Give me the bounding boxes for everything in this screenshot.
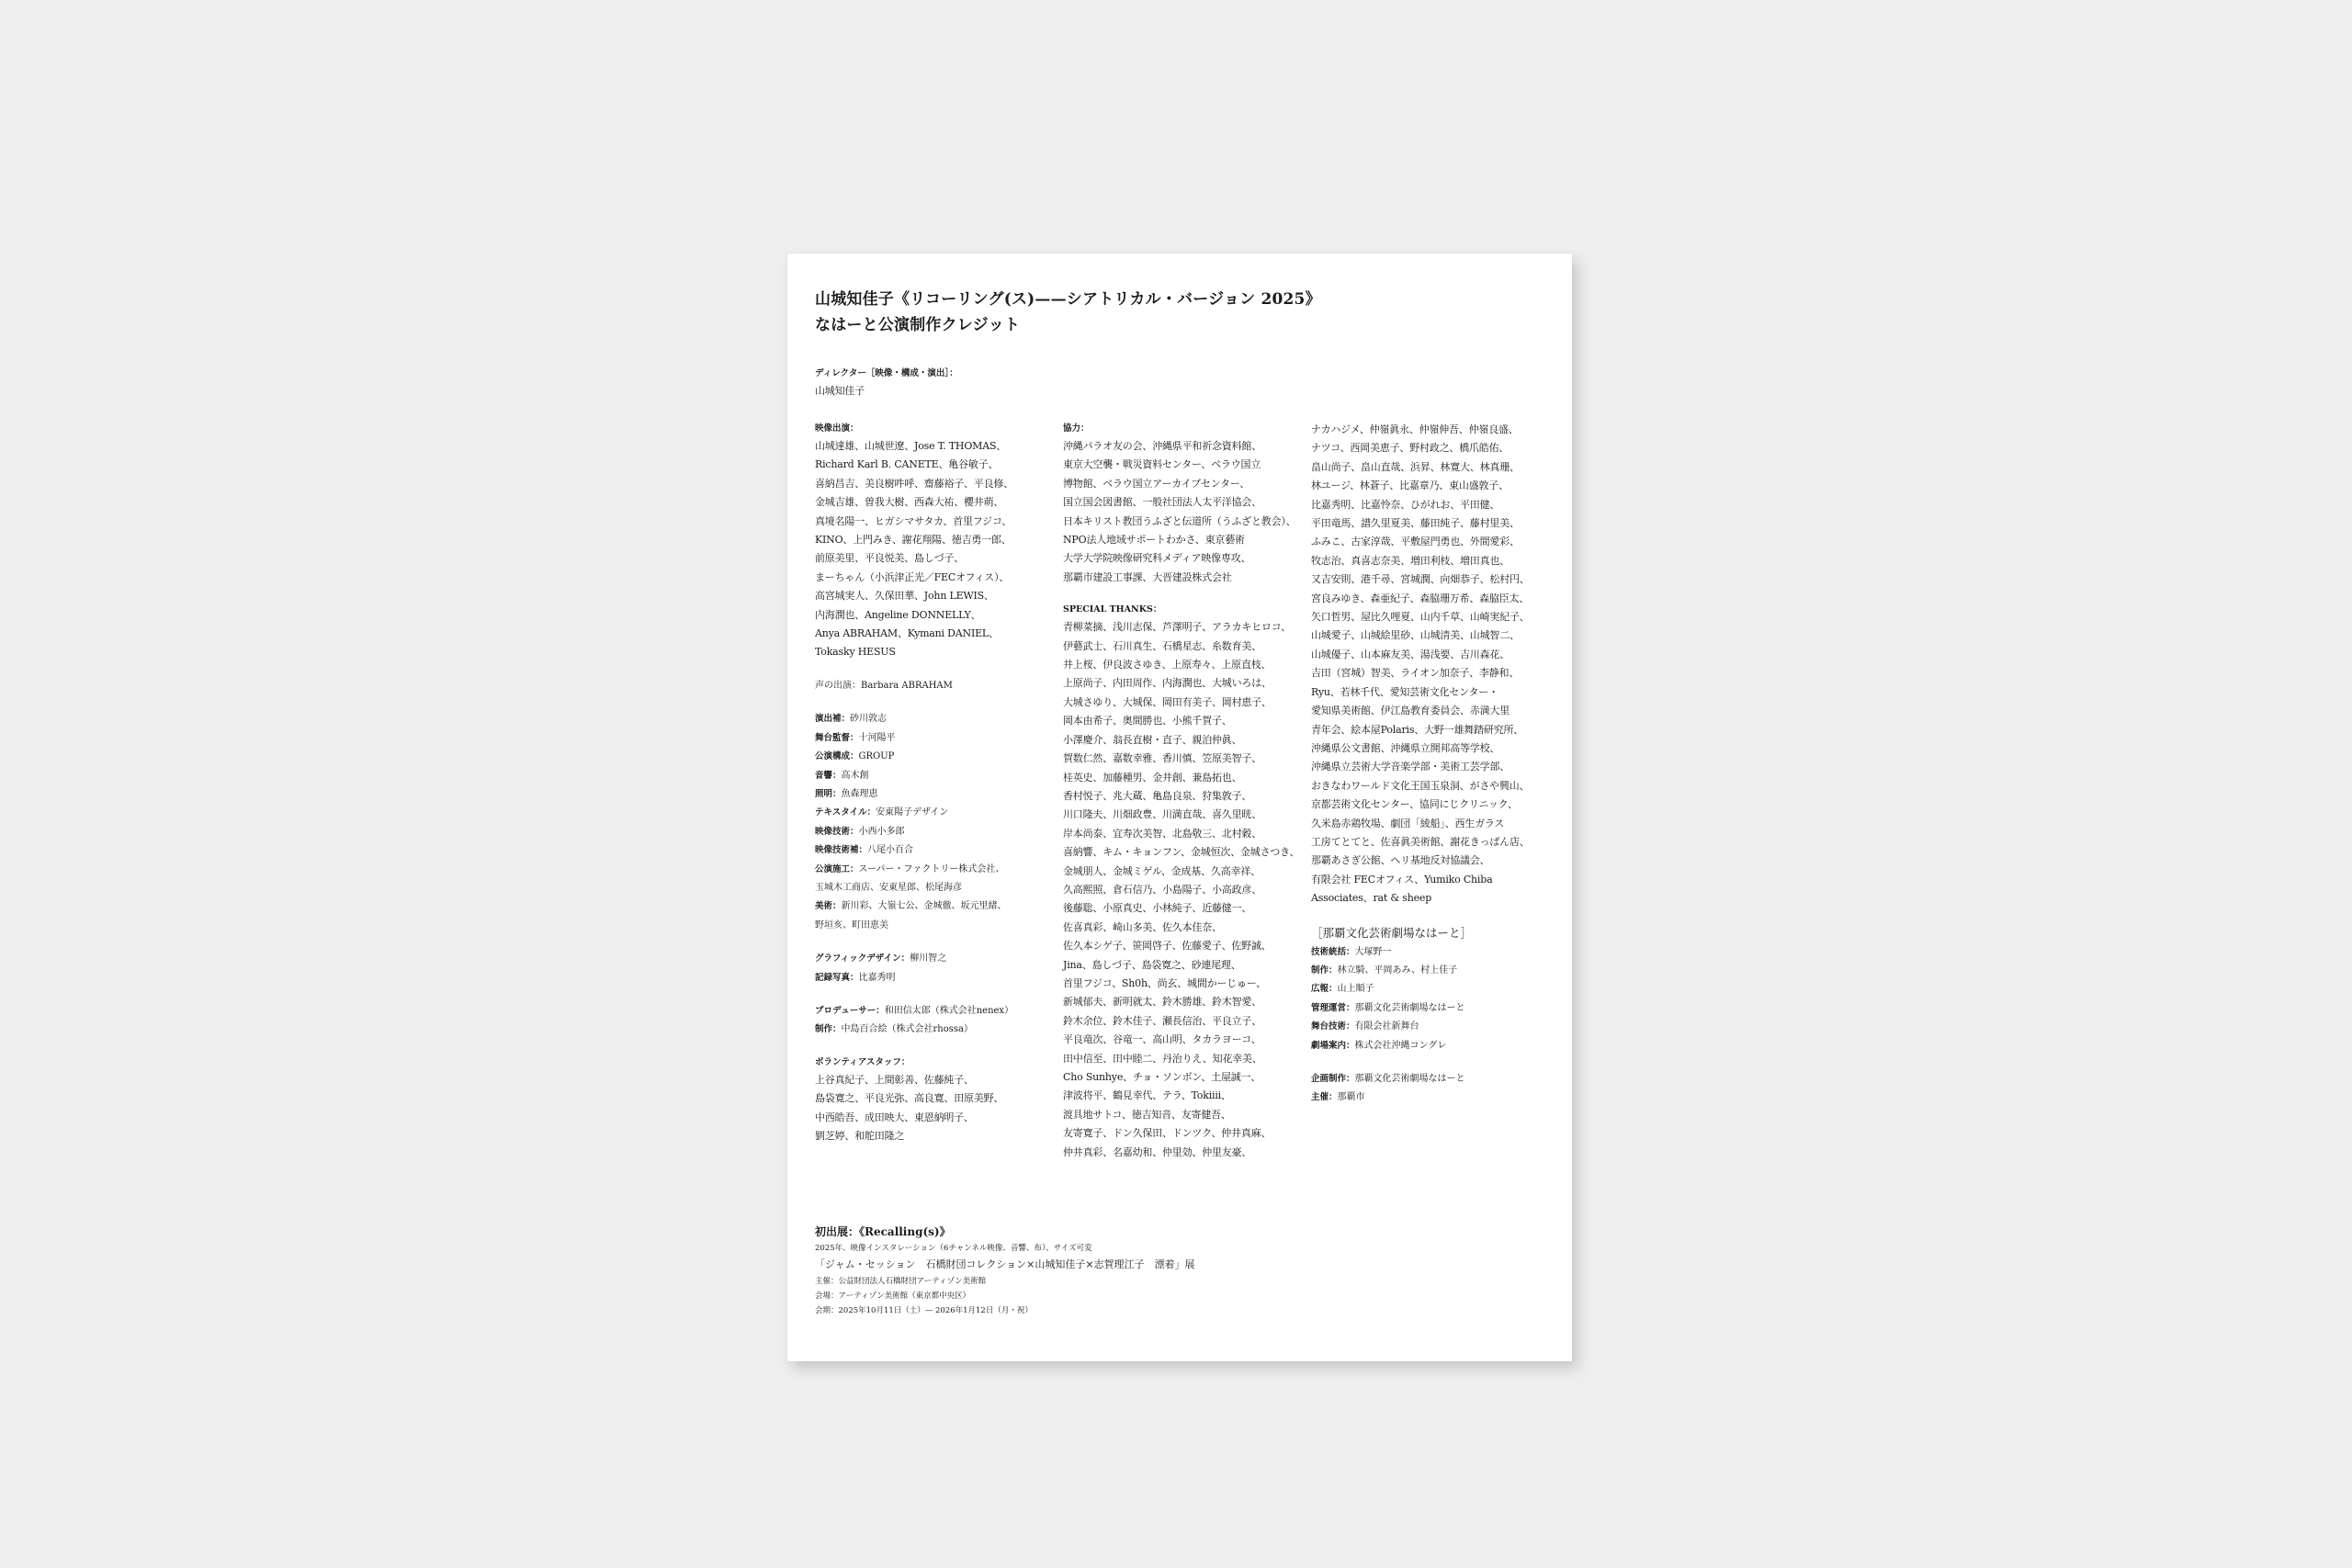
- special-thanks-line: 吉田（宮城）智美、ライオン加奈子、李静和、: [1311, 667, 1520, 680]
- special-thanks-line: 有限会社 FECオフィス、Yumiko Chiba: [1311, 873, 1493, 886]
- staff-line: 玉城木工商店、安東星郎、松尾海彦: [815, 882, 962, 893]
- performers-line: Tokasky HESUS: [815, 646, 896, 659]
- special-thanks-line: 田中信至、田中睦二、丹治りえ、知花幸美、: [1063, 1052, 1262, 1065]
- special-thanks-line: 工房てとてと、佐喜眞美術館、謝花きっぱん店、: [1311, 835, 1530, 848]
- theater-label: ［那覇文化芸術劇場なはーと］: [1311, 925, 1473, 940]
- special-thanks-line: 香村悦子、兆大蔵、亀島良泉、狩集敦子、: [1063, 789, 1252, 802]
- cooperation-line: 那覇市建設工事課、大晋建設株式会社: [1063, 570, 1232, 583]
- performers-line: 前原美里、平良悦美、島しづ子、: [815, 552, 964, 565]
- special-thanks-line: 佐喜真彩、崎山多美、佐久本佳奈、: [1063, 920, 1222, 933]
- performers-line: 金城吉雄、曽我大樹、西森大祐、櫻井萌、: [815, 496, 1004, 509]
- special-thanks-line: 山城愛子、山城絵里砂、山城清美、山城智二、: [1311, 629, 1520, 642]
- special-thanks-line: 小澤慶介、翁長直樹・直子、親泊仲眞、: [1063, 733, 1242, 746]
- exhibition-organizer: 主催：公益財団法人石橋財団アーティゾン美術館: [815, 1277, 987, 1286]
- cooperation-line: 国立国会図書館、一般社団法人太平洋協会、: [1063, 496, 1261, 509]
- special-thanks-line: 林ユージ、林蒼子、比嘉章乃、東山盛敦子、: [1311, 479, 1509, 492]
- special-thanks-line: 仲井真彩、名嘉幼和、仲里効、仲里友豪、: [1063, 1145, 1252, 1158]
- producer-section: [815, 1002, 1056, 1040]
- cooperation-line: 博物館、ベラウ国立アーカイブセンター、: [1063, 477, 1250, 490]
- performers-line: KINO、上門みき、謝花翔陽、徳吉勇一郎、: [815, 534, 1012, 547]
- special-thanks-line: 賀数仁然、嘉数幸雅、香川慎、笠原美智子、: [1063, 752, 1261, 765]
- special-thanks-line: 又吉安則、港千尋、宮城潤、向畑恭子、松村円、: [1311, 573, 1530, 586]
- special-thanks-line: 佐久本シゲ子、笹岡啓子、佐藤愛子、佐野誠、: [1063, 940, 1272, 953]
- special-thanks-line: 渡具地サトコ、徳吉知音、友寄健吾、: [1063, 1108, 1231, 1121]
- exhibition-name: 「ジャム・セッション 石橋財団コレクション×山城知佳子×志賀理江子 漂着」展: [815, 1258, 1195, 1270]
- special-thanks-line: Ryu、若林千代、愛知芸術文化センター・: [1311, 685, 1498, 698]
- volunteer-label: ボランティアスタッフ：: [815, 1056, 910, 1067]
- title-line-1: 山城知佳子《リコーリング(ス)——シアトリカル・バージョン 2025》: [815, 290, 1321, 309]
- director-name: 山城知佳子: [815, 385, 865, 397]
- special-thanks-line: 喜納響、キム・キョンフン、金城恒次、金城さつき、: [1063, 846, 1300, 859]
- performers-line: 内海潤也、Angeline DONNELLY、: [815, 608, 981, 621]
- cooperation-line: NPO法人地域サポートわかさ、東京藝術: [1063, 534, 1245, 547]
- column-3: [1311, 421, 1552, 1122]
- special-thanks-line: 後藤聡、小原真史、小林純子、近藤健一、: [1063, 902, 1252, 915]
- performers-line: 高宮城実人、久保田華、John LEWIS、: [815, 590, 994, 603]
- performers-label: 映像出演：: [815, 423, 859, 434]
- special-thanks-line: 宮良みゆき、森亜紀子、森脇珊万希、森脇臣太、: [1311, 592, 1530, 604]
- special-thanks-line: 平良竜次、谷竜一、高山明、タカラヨーコ、: [1063, 1033, 1261, 1046]
- performers-line: まーちゃん（小浜津正光／FECオフィス）、: [815, 570, 1010, 583]
- director-label: ディレクター［映像・構成・演出］：: [815, 368, 958, 378]
- director-section: [815, 366, 1054, 400]
- special-thanks-label: SPECIAL THANKS：: [1063, 604, 1162, 615]
- staff-line: 演出補：砂川敦志: [815, 714, 888, 725]
- cooperation-line: 大学大学院映像研究科メディア映像専攻、: [1063, 552, 1251, 565]
- credit-sheet: [787, 254, 1572, 1361]
- staff-line: 舞台監督：十河陽平: [815, 732, 896, 743]
- special-thanks-line: 津波将平、鶴見幸代、テラ、Tokiiii、: [1063, 1089, 1231, 1102]
- producer-line: プロデューサー：和田信太郎（株式会社nenex）: [815, 1005, 1014, 1016]
- special-thanks-line: 友寄寛子、ドン久保田、ドンツク、仲井真麻、: [1063, 1127, 1272, 1140]
- special-thanks-line: 愛知県美術館、伊江島教育委員会、赤満大里: [1311, 705, 1510, 717]
- special-thanks-line: 矢口哲男、屋比久哩夏、山内千草、山崎実紀子、: [1311, 611, 1530, 624]
- special-thanks-line: 大城さゆり、大城保、岡田有美子、岡村恵子、: [1063, 695, 1272, 708]
- first-exhibition-note: [815, 1223, 1550, 1318]
- document-title: [815, 287, 1550, 338]
- special-thanks-line: 畠山尚子、畠山直哉、浜昇、林寛大、林真珊、: [1311, 460, 1520, 473]
- special-thanks-continued: [1311, 421, 1552, 908]
- staff-line: 照明：魚森理恵: [815, 788, 878, 799]
- special-thanks-line: ふみこ、古家淳哉、平敷屋門勇也、外間愛彩、: [1311, 536, 1520, 548]
- volunteer-line: 劉芝婷、和舵田隆之: [815, 1130, 905, 1142]
- special-thanks-line: ナカハジメ、仲嶺眞永、仲嶺伸吾、仲嶺良盛、: [1311, 423, 1519, 435]
- exhibition-venue: 会場：アーティゾン美術館（東京都中央区）: [815, 1292, 971, 1301]
- design-line: グラフィックデザイン：柳川智之: [815, 953, 947, 964]
- first-exhibition-medium: 2025年、映像インスタレーション（6チャンネル映像、音響、布）、サイズ可変: [815, 1244, 1092, 1253]
- special-thanks-line: 沖縄県公文書館、沖縄県立開邦高等学校、: [1311, 741, 1500, 754]
- theater-line: 広報：山上順子: [1311, 984, 1374, 995]
- staff-line: 公演構成：GROUP: [815, 751, 895, 762]
- cooperation-label: 協力：: [1063, 423, 1090, 434]
- special-thanks-line: 鈴木余位、鈴木佳子、瀬長信治、平良立子、: [1063, 1014, 1261, 1027]
- special-thanks-line: 久高熙照、倉石信乃、小島陽子、小高政彦、: [1063, 883, 1261, 896]
- voice-section: [815, 677, 1056, 695]
- staff-line: 公演施工：スーパー・ファクトリー株式会社、: [815, 863, 1005, 874]
- staff-section: [815, 710, 1056, 935]
- organizer-line: 企画制作：那覇文化芸術劇場なはーと: [1311, 1074, 1465, 1084]
- performers-line: 真境名陽一、ヒガシマサタカ、首里フジコ、: [815, 514, 1012, 527]
- staff-line: 映像技術補：八尾小百合: [815, 845, 914, 856]
- producer-line: 制作：中島百合絵（株式会社rhossa）: [815, 1024, 973, 1035]
- special-thanks-line: 青年会、絵本屋Polaris、大野一雄舞踏研究所、: [1311, 723, 1524, 736]
- special-thanks-line: 上原尚子、内田周作、内海潤也、大城いろは、: [1063, 677, 1272, 690]
- performers-line: 山城達雄、山城世遼、Jose T. THOMAS、: [815, 440, 1007, 452]
- volunteer-section: [815, 1055, 1056, 1146]
- design-section: [815, 950, 1056, 987]
- theater-line: 技術統括：大塚野一: [1311, 946, 1392, 957]
- performers-line: Richard Karl B. CANETE、亀谷敏子、: [815, 458, 999, 471]
- staff-line: テキスタイル：安東陽子デザイン: [815, 807, 949, 818]
- special-thanks-line: 平田竜馬、譜久里夏美、藤田純子、藤村里美、: [1311, 517, 1520, 530]
- special-thanks-line: Associates、rat & sheep: [1311, 892, 1432, 905]
- cooperation-line: 沖縄パラオ友の会、沖縄県平和祈念資料館、: [1063, 440, 1261, 452]
- theater-section: [1311, 923, 1552, 1055]
- special-thanks-line: 山城優子、山本麻友美、湯浅要、吉川森花、: [1311, 648, 1510, 660]
- organizer-section: [1311, 1070, 1552, 1108]
- special-thanks-line: 牧志治、真喜志奈美、増田利枝、増田真也、: [1311, 554, 1510, 567]
- special-thanks-line: ナツコ、西岡美恵子、野村政之、橋爪皓佑、: [1311, 442, 1510, 455]
- staff-line: 野垣亥、町田恵美: [815, 919, 888, 931]
- special-thanks-line: 首里フジコ、Sh0h、尚玄、城間かーじゅー、: [1063, 976, 1266, 989]
- staff-line: 美術：新川彩、大嶺七公、金城徹、坂元里緒、: [815, 901, 1007, 912]
- performers-line: 喜納昌吉、美良樹吽呼、齋藤裕子、平良修、: [815, 477, 1013, 490]
- special-thanks-line: 金城朋人、金城ミゲル、金成基、久高幸祥、: [1063, 864, 1261, 877]
- special-thanks-line: 那覇あさぎ公館、ヘリ基地反対協議会、: [1311, 854, 1490, 867]
- theater-line: 劇場案内：株式会社沖縄コングレ: [1311, 1040, 1447, 1051]
- volunteer-line: 上谷真紀子、上間彰善、佐藤純子、: [815, 1073, 974, 1086]
- special-thanks-line: 久米島赤鶏牧場、劇団「綾船」、西生ガラス: [1311, 817, 1505, 829]
- performers-section: [815, 421, 1056, 662]
- organizer-line: 主催：那覇市: [1311, 1092, 1365, 1103]
- theater-line: 舞台技術：有限会社新舞台: [1311, 1021, 1419, 1032]
- special-thanks-line: 京都芸術文化センター、協同にじクリニック、: [1311, 798, 1518, 811]
- column-1: [815, 421, 1056, 1160]
- design-line: 記録写真：比嘉秀明: [815, 972, 896, 983]
- cooperation-section: [1063, 421, 1304, 587]
- title-line-2: なはーと公演制作クレジット: [815, 316, 1021, 334]
- column-2: [1063, 421, 1304, 1177]
- special-thanks-line: 岡本由希子、奥間勝也、小熊千賀子、: [1063, 715, 1232, 728]
- special-thanks-line: Jina、島しづ子、島袋寛之、砂連尾理、: [1063, 958, 1241, 971]
- special-thanks-line: 青柳菜摘、浅川志保、芦澤明子、アラカキヒロコ、: [1063, 621, 1291, 634]
- cooperation-line: 日本キリスト教団うふざと伝道所（うふざと教会）、: [1063, 514, 1296, 527]
- theater-line: 管理運営：那覇文化芸術劇場なはーと: [1311, 1002, 1465, 1013]
- exhibition-period: 会期：2025年10月11日（土）— 2026年1月12日（月・祝）: [815, 1306, 1033, 1315]
- special-thanks-line: 川口隆夫、川畑政豊、川満直哉、喜久里晄、: [1063, 808, 1261, 821]
- special-thanks-line: 新城郁夫、新明就太、鈴木勝雄、鈴木智愛、: [1063, 996, 1261, 1009]
- special-thanks-section: [1063, 602, 1304, 1162]
- special-thanks-line: 沖縄県立芸術大学音楽学部・美術工芸学部、: [1311, 761, 1510, 773]
- special-thanks-line: おきなわワールド文化王国玉泉洞、がさや興山、: [1311, 779, 1530, 792]
- staff-line: 映像技術：小西小多郎: [815, 826, 905, 837]
- staff-line: 音響：高木創: [815, 770, 869, 781]
- performers-line: Anya ABRAHAM、Kymani DANIEL、: [815, 627, 999, 640]
- special-thanks-line: 比嘉秀明、比嘉怜奈、ひがれお、平田健、: [1311, 498, 1500, 511]
- voice-credit: 声の出演：Barbara ABRAHAM: [815, 680, 953, 691]
- special-thanks-line: 井上桜、伊良波さゆき、上原寿々、上原直枝、: [1063, 659, 1272, 671]
- special-thanks-line: 伊藝武士、石川真生、石橋星志、糸数育美、: [1063, 639, 1261, 652]
- special-thanks-line: 桂英史、加藤種男、金井創、兼島拓也、: [1063, 771, 1242, 784]
- special-thanks-line: Cho Sunhye、チョ・ソンボン、土屋誠一、: [1063, 1071, 1261, 1083]
- volunteer-line: 島袋寛之、平良光弥、高良寛、田原美野、: [815, 1092, 1004, 1105]
- special-thanks-line: 岸本尚泰、宜寿次美智、北島敬三、北村穀、: [1063, 827, 1261, 840]
- cooperation-line: 東京大空襲・戦災資料センター、ベラウ国立: [1063, 458, 1261, 471]
- first-exhibition-title: 初出展：《Recalling(s)》: [815, 1225, 951, 1238]
- theater-line: 制作：林立騎、平岡あみ、村上佳子: [1311, 964, 1458, 976]
- volunteer-line: 中西皓吾、成田映大、東恩納明子、: [815, 1111, 974, 1123]
